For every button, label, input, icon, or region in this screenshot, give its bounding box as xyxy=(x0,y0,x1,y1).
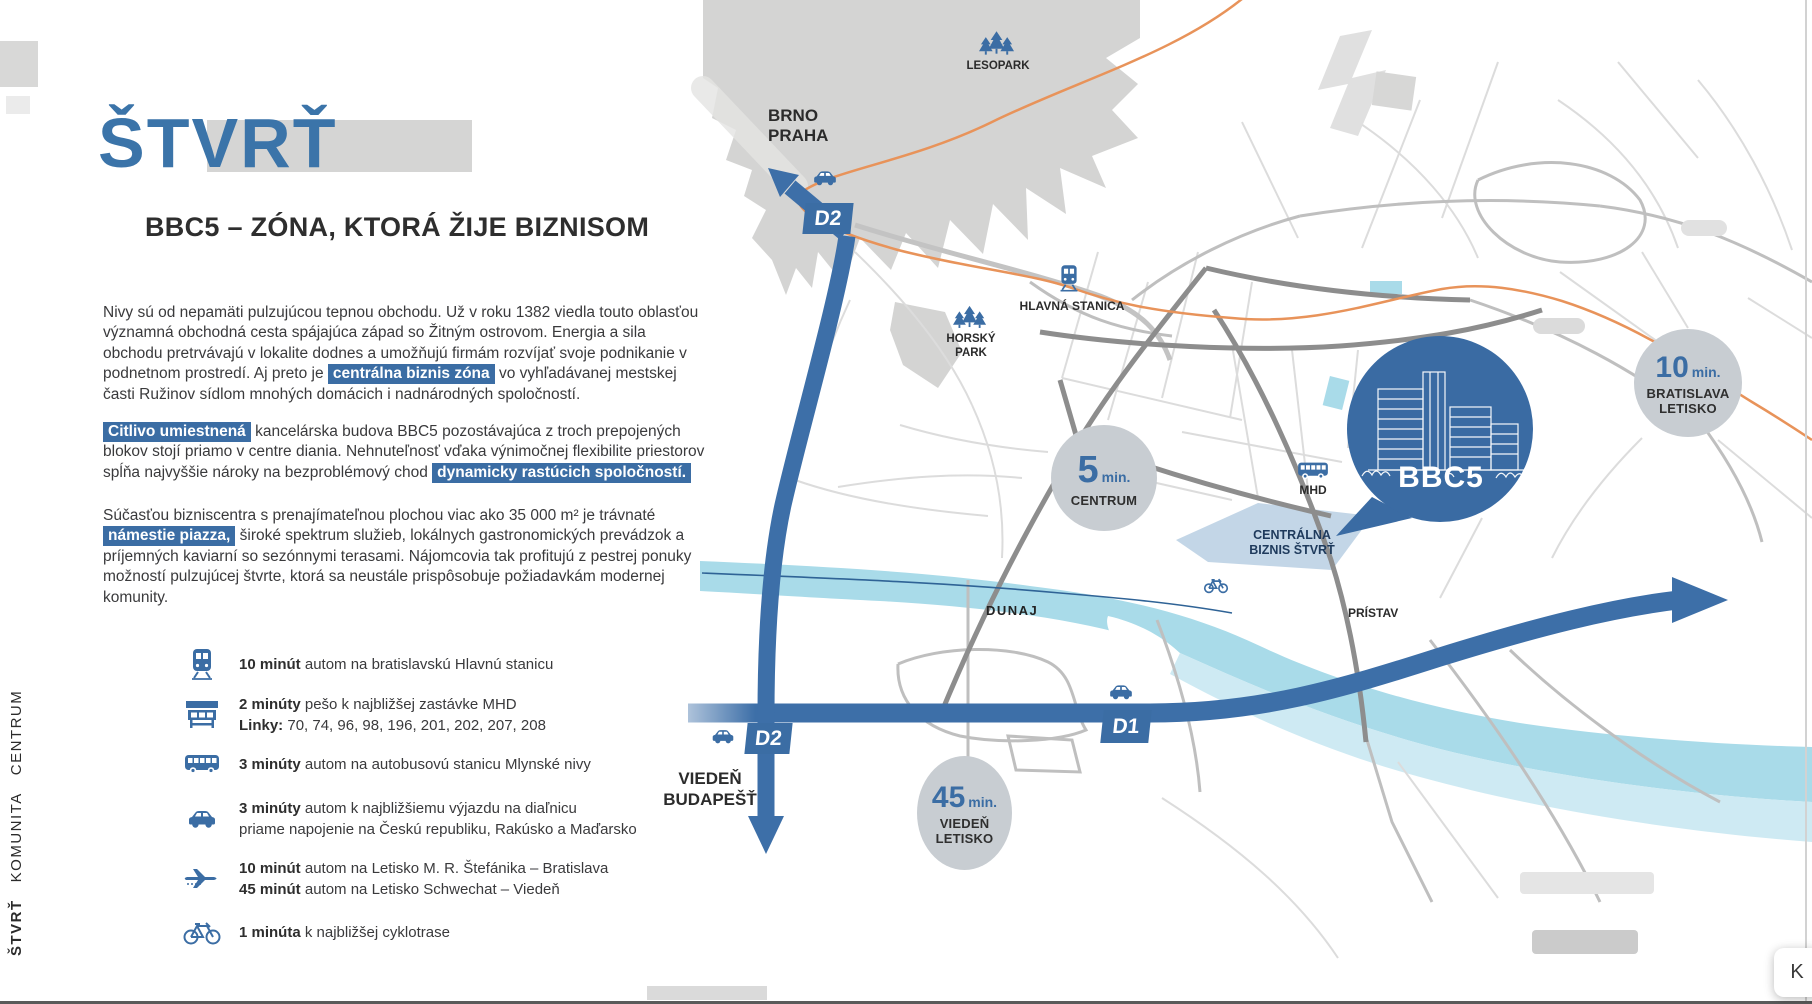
d1-highway-badge: D1 xyxy=(1100,710,1151,743)
intro-paragraph-2: Citlivo umiestnená kancelárska budova BBC5 pozostávajúca z troch prepojených blokov stojí priamo v centre diania. Nehnuteľnosť vďaka výnimočnej flexibilite priestorov spĺňa najvyššie nároky na bezproblémový chod dynamicky rastúcich spoločností. xyxy=(103,422,705,481)
map-label-mhd: MHD xyxy=(1299,483,1327,497)
transit-item-bus-station: 3 minúty autom na autobusovú stanicu Mlynské nivy xyxy=(180,752,591,776)
travel-time-vieden-letisko: 45 min. VIEDEŇ LETISKO xyxy=(917,756,1012,870)
map-label-bbc5: BBC5 xyxy=(1398,461,1484,494)
car-icon xyxy=(811,168,839,193)
page-subtitle: BBC5 – ZÓNA, KTORÁ ŽIJE BIZNISOM xyxy=(145,212,650,242)
travel-time-centrum: 5 min. CENTRUM xyxy=(1051,425,1157,531)
vertical-word-centrum: CENTRUM xyxy=(8,689,25,776)
highlight-dynamicky-rastucich: dynamicky rastúcich spoločností. xyxy=(432,463,691,483)
map-label-lesopark: LESOPARK xyxy=(966,60,1030,72)
map-label-horsky-park: HORSKÝ PARK xyxy=(946,333,996,359)
train-icon xyxy=(1058,264,1080,297)
corner-button[interactable]: K xyxy=(1774,948,1812,997)
map-label-centralna-biznis-stvrt: CENTRÁLNA BIZNIS ŠTVRŤ xyxy=(1249,528,1335,557)
map-label-pristav: PRÍSTAV xyxy=(1348,606,1399,620)
car-icon xyxy=(710,727,736,751)
highlight-citlivo-umiestnena: Citlivo umiestnená xyxy=(103,422,251,442)
transit-item-highway: 3 minúty autom k najbližšiemu výjazdu na diaľnicu priame napojenie na Českú republiku, Rakúsko a Maďarsko xyxy=(180,798,637,840)
map-label-dunaj: DUNAJ xyxy=(986,603,1039,618)
pine-trees-icon xyxy=(953,303,987,334)
intro-paragraph-3: Súčasťou bizniscentra s prenajímateľnou plochou viac ako 35 000 m² je trávnaté námestie piazza, široké spektrum služieb, lokálnych gastronomických prevádzok a príjemných kaviarní so sezónnymi terasami. Nájomcovia tak profitujú z pestrej ponuky možností pulzujúcej štvrte, ktorá sa neustále prispôsobuje požiadavkám modernej komunity. xyxy=(103,506,692,606)
map-label-brno-praha: BRNO PRAHA xyxy=(768,106,829,145)
highlight-centralna-biznis-zona: centrálna biznis zóna xyxy=(328,364,495,384)
travel-time-bratislava-letisko: 10 min. BRATISLAVA LETISKO xyxy=(1634,329,1742,437)
d2-south-arrow-icon xyxy=(748,816,784,854)
d2-highway-badge-north: D2 xyxy=(802,203,853,234)
pine-trees-icon xyxy=(979,28,1015,61)
map-label-hlavna-stanica: HLAVNÁ STANICA xyxy=(1019,299,1125,313)
vertical-brand: ŠTVRŤ xyxy=(8,899,25,956)
map-label-vieden-budapest: VIEDEŇ BUDAPEŠŤ xyxy=(663,769,757,809)
page-title: ŠTVRŤ xyxy=(98,104,338,182)
bbc5-bubble xyxy=(1336,336,1533,536)
d1-arrow-icon xyxy=(1672,577,1728,623)
transit-item-train: 10 minút autom na bratislavskú Hlavnú stanicu xyxy=(180,648,553,680)
highlight-namestie-piazza: námestie piazza, xyxy=(103,526,235,546)
transit-item-cycle: 1 minúta k najbližšej cyklotrase xyxy=(180,918,450,946)
transit-item-mhd-stop: 2 minúty pešo k najbližšej zastávke MHD Linky: 70, 74, 96, 98, 196, 201, 202, 207, 208 xyxy=(180,694,546,736)
d2-highway-badge-south: D2 xyxy=(744,723,792,754)
car-icon xyxy=(1107,682,1135,707)
bike-icon xyxy=(1203,576,1229,599)
vertical-word-komunita: KOMUNITA xyxy=(8,792,25,883)
intro-paragraph-1: Nivy sú od nepamäti pulzujúcou tepnou obchodu. Už v roku 1382 viedla touto oblasťou významná obchodná cesta spájajúca západ so Žitným ostrovom. Energia a sila obchodu pretrvávajú v lokalite dodnes a umožňujú firmám rozvíjať svoje podnikanie v podnetnom prostredí. Aj preto je centrálna biznis zóna vo vyhľadávanej mestskej časti Ružinov sídlom mnohých domácich i nadnárodných spoločností. xyxy=(103,303,699,403)
transit-item-airports: 10 minút autom na Letisko M. R. Štefánika – Bratislava 45 minút autom na Letisko Schwechat – Viedeň xyxy=(180,858,608,900)
